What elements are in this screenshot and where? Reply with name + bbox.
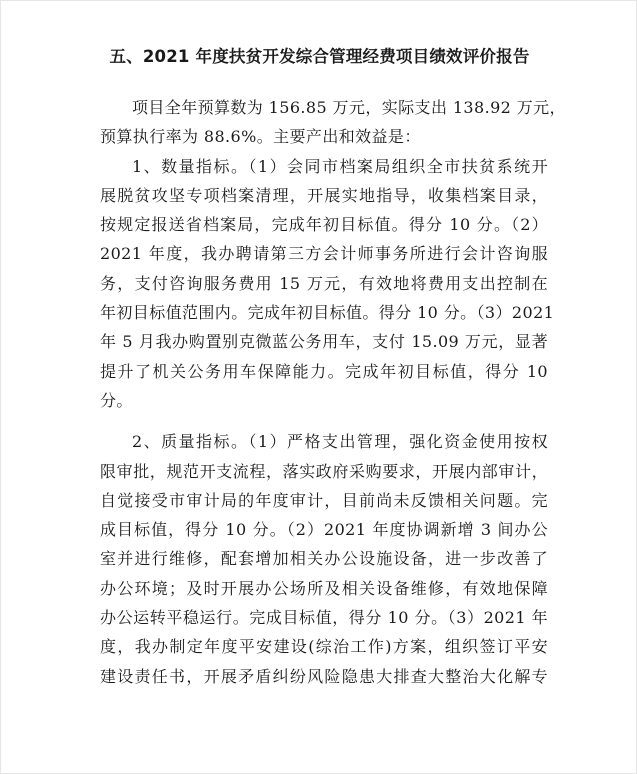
text-line: 建设责任书，开展矛盾纠纷风险隐患大排查大整治大化解专 bbox=[100, 666, 548, 686]
paragraph-quantity-indicators bbox=[100, 152, 555, 416]
text-line: 成目标值，得分 10 分。（2）2021 年度协调新增 3 间办公 bbox=[100, 520, 548, 540]
text-line: 项目全年预算数为 156.85 万元，实际支出 138.92 万元， bbox=[132, 98, 566, 117]
text-line: 年 5 月我办购置别克微蓝公务用车，支付 15.09 万元，显著 bbox=[100, 332, 548, 352]
text-line: 室并进行维修，配套增加相关办公设施设备，进一步改善了 bbox=[100, 549, 548, 569]
text-line: 年初目标值范围内。完成年初目标值。得分 10 分。（3）2021 bbox=[100, 303, 555, 323]
text-line: 2、质量指标。（1）严格支出管理，强化资金使用按权 bbox=[132, 432, 548, 452]
report-body bbox=[100, 93, 566, 691]
text-line: 办公环境；及时开展办公场所及相关设备维修，有效地保障 bbox=[100, 578, 548, 598]
text-line: 1、数量指标。（1）会同市档案局组织全市扶贫系统开 bbox=[132, 156, 548, 176]
paragraph-gap bbox=[100, 415, 548, 427]
text-line: 自觉接受市审计局的年度审计，目前尚未反馈相关问题。完 bbox=[100, 490, 548, 510]
text-line: 预算执行率为 88.6%。主要产出和效益是： bbox=[100, 127, 421, 147]
text-line: 展脱贫攻坚专项档案清理，开展实地指导，收集档案目录， bbox=[100, 185, 548, 205]
text-line: 限审批，规范开支流程，落实政府采购要求，开展内部审计， bbox=[100, 461, 548, 481]
text-line: 办公运转平稳运行。完成目标值，得分 10 分。（3）2021 年 bbox=[100, 608, 548, 628]
text-line: 度，我办制定年度平安建设(综治工作)方案，组织签订平安 bbox=[100, 637, 548, 657]
text-line: 务，支付咨询服务费用 15 万元，有效地将费用支出控制在 bbox=[100, 273, 548, 293]
report-title: 五、2021 年度扶贫开发综合管理经费项目绩效评价报告 bbox=[109, 47, 530, 66]
paragraph-quality-indicators bbox=[100, 427, 548, 691]
paragraph-budget-summary bbox=[100, 93, 566, 152]
text-line: 提升了机关公务用车保障能力。完成年初目标值，得分 10 bbox=[100, 361, 548, 381]
text-line: 分。 bbox=[100, 390, 133, 410]
text-line: 按规定报送省档案局，完成年初目标值。得分 10 分。（2） bbox=[100, 215, 548, 235]
text-line: 2021 年度，我办聘请第三方会计师事务所进行会计咨询服 bbox=[100, 244, 548, 264]
